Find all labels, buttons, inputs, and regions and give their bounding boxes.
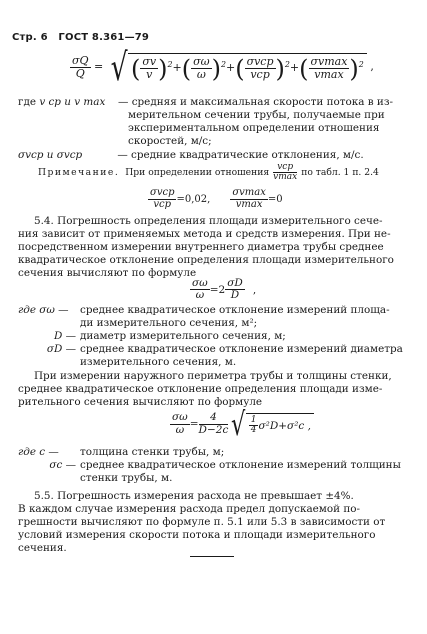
note-line: Примечание. При определении отношения $\frac{\text{vср}}{vmax}$ по табл. 1 п. 2.4 [38, 162, 379, 183]
where-block-3: где c — толщина стенки трубы, м; σc — среднее квадратическое отклонение измерений толщины стенки трубы, м. [18, 446, 401, 484]
where-block-2: где σω — среднее квадратическое отклонение измерений площа- ди измерительного сечения, м²; D — диаметр измерительного сечения, м; σD — среднее квадратическое отклонение измерений диаметра измерительного сечения, м. [18, 304, 403, 368]
page-label: Стр. 6 [12, 32, 48, 43]
equation-3: $\frac{\sigma\omega}{\omega}$ =2 $\frac{\sigma D}{D}$ , [192, 277, 257, 302]
paragraph-perimeter: При измерении наружного периметра трубы и толщины стенки, среднее квадратическое отклонение определения площади изме- рительного сечения вычисляют по формуле [18, 370, 392, 408]
paragraph-5-4: 5.4. Погрешность определения площади измерительного сече- ния зависит от применяемых метода и средств измерения. При не- посредственном измерении внутреннего диаметра трубы среднее квадратическое отклонение определения площади измерительного сечения вычисляют по формуле [18, 215, 394, 279]
paragraph-5-5: 5.5. Погрешность измерения расхода не превышает ±4%. В каждом случае измерения расхода предел допускаемой по- грешности вычисляют по формуле п. 5.1 или 5.3 в зависимости от условий измерения скорости потока и площади измерительного сечения. [18, 490, 386, 554]
equation-4: $\frac{\sigma\omega}{\omega}$ = $\frac{4}{D-2c}$ √ $\frac{1}{4}$ σ²D+σ²c , [170, 408, 314, 440]
eq1-lhs: $\frac{\sigma Q}{Q}$ [72, 53, 89, 80]
where-block-1: где v ср и v max — средняя и максимальная скорости потока в из- мерительном сечении трубы, получаемые при экспериментальном определении отношения скоростей, м/с; [18, 96, 394, 147]
equation-1: $\frac{\sigma Q}{Q}$ = √ ( $\frac{\sigma v}{v}$ )$^2$+( $\frac{\sigma\omega}{\omega}$ )$^2$+( $\frac{\text{σvср}}{\text{vср}}$ )$^2$+( $\frac{\sigma vmax}{vmax}$ )$^2$ , [72, 45, 374, 89]
equation-2: $\frac{\text{σvср}}{\text{vср}}$ =0,02, $\frac{\sigma vmax}{vmax}$ =0 [150, 187, 283, 210]
eq1-radicand: ( $\frac{\sigma v}{v}$ )$^2$+( $\frac{\sigma\omega}{\omega}$ )$^2$+( $\frac{\text{σvср}}{\text{vср}}$ )$^2$+( $\frac{\sigma vmax}{vmax}$ )$^2$ [128, 53, 367, 80]
note-fraction: $\frac{\text{vср}}{vmax}$ [273, 162, 298, 183]
note-label: Примечание. [38, 167, 120, 179]
standard-label: ГОСТ 8.361—79 [58, 32, 150, 43]
sqrt-symbol: √ [110, 45, 128, 89]
vars-vcp-vmax: v ср и v max [39, 96, 106, 108]
sigma-definition: σvср и σvср — средние квадратические отклонения, м/с. [18, 149, 364, 161]
end-rule [190, 556, 234, 557]
page-header [12, 32, 156, 43]
